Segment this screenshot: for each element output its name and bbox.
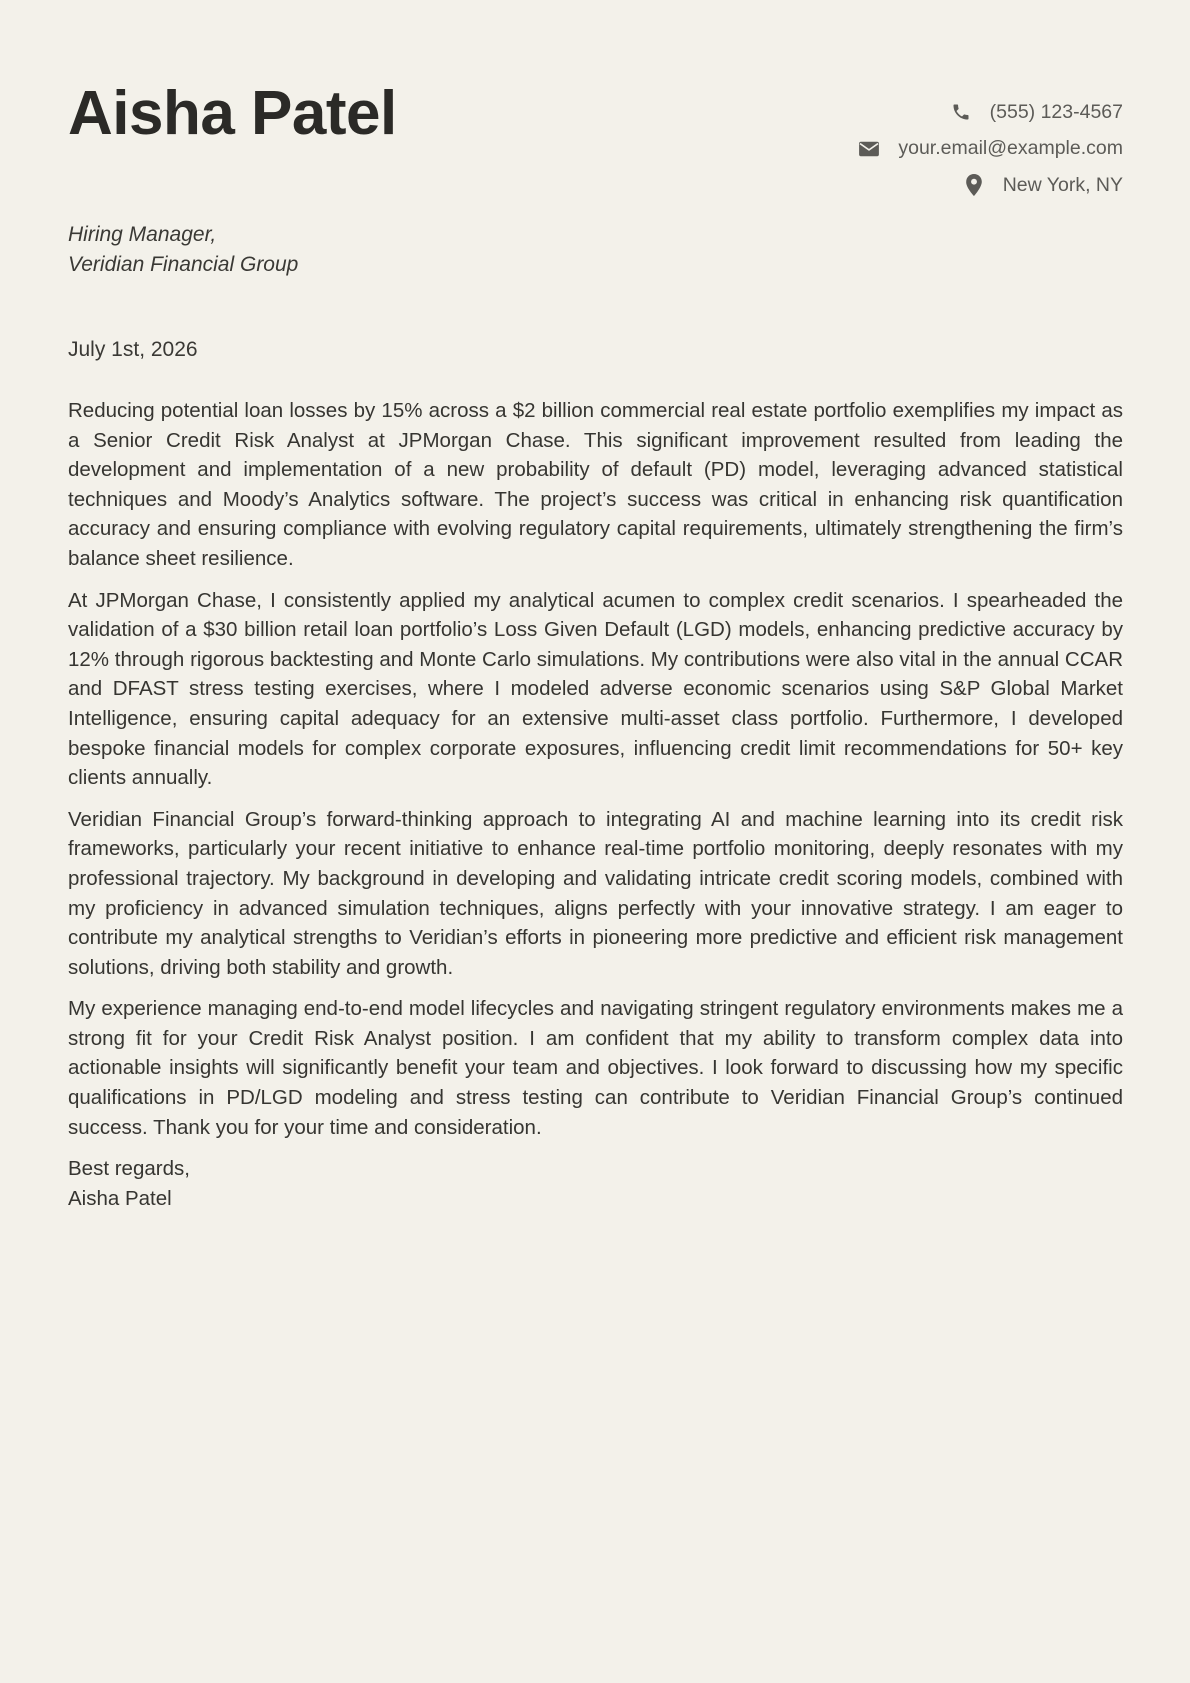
closing-signature: Aisha Patel — [68, 1186, 172, 1210]
body-paragraph: My experience managing end-to-end model lifecycles and navigating stringent regulatory environments makes me a strong fit for your Credit Risk Analyst position. I am confident that my ability to transform complex data into actionable insights will significantly benefit your team and objectives. I look forward to discussing how my specific qualifications in PD/LGD modeling and stress testing can contribute to Veridian Financial Group’s continued success. Thank you for your time and consideration. — [68, 997, 1123, 1139]
phone-icon — [950, 101, 972, 123]
contact-phone — [858, 94, 1123, 131]
contact-email — [858, 131, 1123, 168]
closing-block — [68, 1154, 1123, 1213]
recipient-title: Hiring Manager, — [68, 223, 217, 246]
contact-info — [858, 94, 1123, 204]
recipient-company: Veridian Financial Group — [68, 253, 299, 276]
letter-header — [68, 0, 1123, 210]
closing-salutation: Best regards, — [68, 1157, 190, 1181]
letter-date: July 1st, 2026 — [68, 338, 198, 361]
body-paragraph: Reducing potential loan losses by 15% across a $2 billion commercial real estate portfolio exemplifies my impact as a Senior Credit Risk Analyst at JPMorgan Chase. This significant improvement resulted from leading the development and implementation of a new probability of default (PD) model, leveraging advanced statistical techniques and Moody’s Analytics software. The project’s success was critical in enhancing risk quantification accuracy and ensuring compliance with evolving regulatory capital requirements, ultimately strengthening the firm’s balance sheet resilience. — [68, 399, 1123, 570]
contact-location — [858, 167, 1123, 204]
body-paragraph: Veridian Financial Group’s forward-thinking approach to integrating AI and machine learning into its credit risk frameworks, particularly your recent initiative to enhance real-time portfolio monitoring, deeply resonates with my professional trajectory. My background in developing and validating intricate credit scoring models, combined with my proficiency in advanced simulation techniques, aligns perfectly with your innovative strategy. I am eager to contribute my analytical strengths to Veridian’s efforts in pioneering more predictive and efficient risk management solutions, driving both stability and growth. — [68, 807, 1123, 979]
applicant-name: Aisha Patel — [68, 79, 397, 148]
email-address: your.email@example.com — [898, 137, 1123, 160]
cover-letter-page — [68, 0, 1123, 1683]
body-paragraph: At JPMorgan Chase, I consistently applied my analytical acumen to complex credit scenarios. I spearheaded the validation of a $30 billion retail loan portfolio’s Loss Given Default (LGD) models, enhancing predictive accuracy by 12% through rigorous backtesting and Monte Carlo simulations. My contributions were also vital in the annual CCAR and DFAST stress testing exercises, where I modeled adverse economic scenarios using S&P Global Market Intelligence, ensuring capital adequacy for an extensive multi-asset class portfolio. Furthermore, I developed bespoke financial models for complex corporate exposures, influencing credit limit recommendations for 50+ key clients annually. — [68, 588, 1123, 790]
recipient-block — [68, 220, 298, 280]
envelope-icon — [858, 138, 880, 160]
phone-number: (555) 123-4567 — [989, 100, 1123, 123]
map-pin-icon — [963, 174, 985, 196]
letter-body — [68, 396, 1123, 1213]
location: New York, NY — [1002, 173, 1123, 196]
